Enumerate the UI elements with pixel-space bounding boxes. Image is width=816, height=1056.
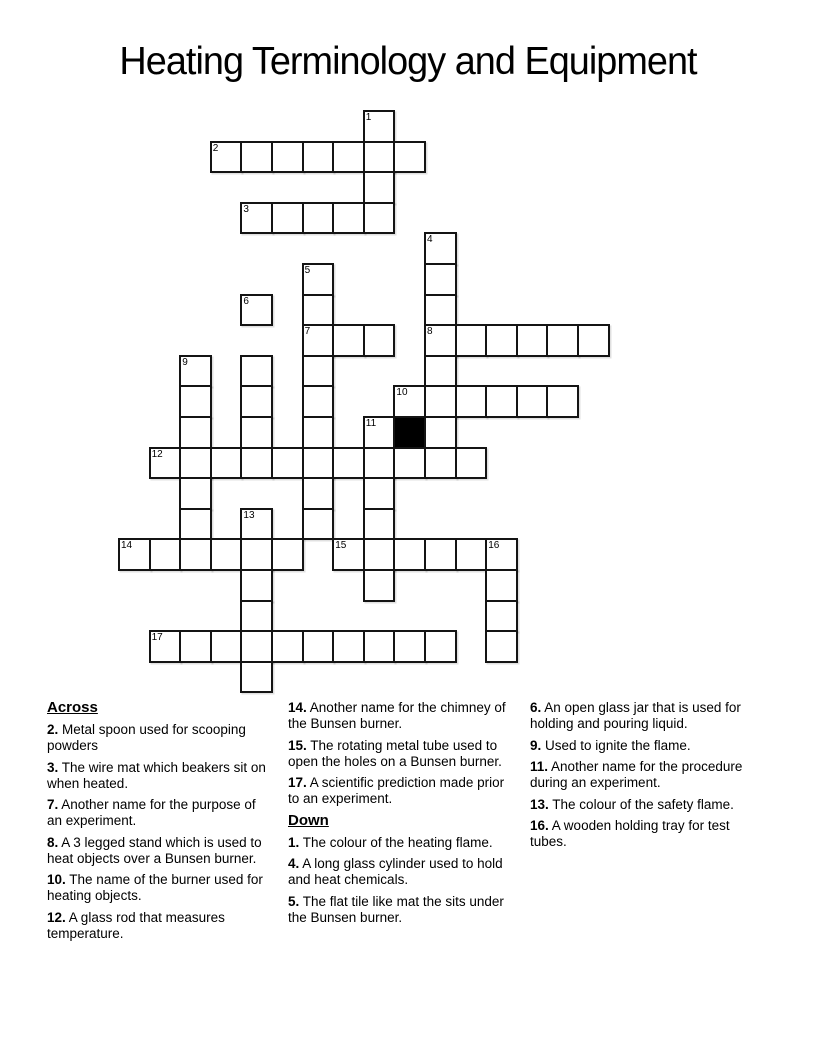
clue-across-12 xyxy=(47,910,273,942)
grid-cell[interactable] xyxy=(240,141,273,174)
grid-cell[interactable] xyxy=(363,171,396,204)
clue-across-3 xyxy=(47,760,273,792)
clues-column-across xyxy=(47,700,273,947)
clue-number: 13. xyxy=(530,796,549,812)
clue-text: A 3 legged stand which is used to heat objects over a Bunsen burner. xyxy=(47,834,262,866)
clue-across-2 xyxy=(47,722,273,754)
clue-text: Used to ignite the flame. xyxy=(545,737,691,753)
clue-number: 11. xyxy=(530,759,549,774)
grid-cell[interactable] xyxy=(210,141,243,174)
cell-number: 10 xyxy=(396,387,408,399)
grid-cell[interactable] xyxy=(302,202,335,235)
grid-cell[interactable] xyxy=(271,630,304,663)
grid-cell[interactable] xyxy=(393,141,426,174)
grid-cell[interactable] xyxy=(546,324,579,357)
cell-number: 3 xyxy=(243,203,249,215)
grid-cell[interactable] xyxy=(393,630,426,663)
grid-cell[interactable] xyxy=(332,324,365,357)
clue-number: 14. xyxy=(288,700,307,715)
grid-cell[interactable] xyxy=(302,385,335,418)
cell-number: 4 xyxy=(427,234,433,246)
grid-cell[interactable] xyxy=(210,630,243,663)
grid-cell[interactable] xyxy=(455,447,488,480)
cell-number: 7 xyxy=(304,326,311,338)
grid-cell[interactable] xyxy=(455,385,488,418)
grid-cell[interactable] xyxy=(424,263,457,296)
grid-cell[interactable] xyxy=(424,232,457,265)
clue-text: The rotating metal tube used to open the holes on a Bunsen burner. xyxy=(288,737,502,769)
grid-cell[interactable] xyxy=(455,538,488,571)
grid-cell[interactable] xyxy=(149,630,182,663)
clue-number: 10. xyxy=(47,872,66,887)
cell-number: 9 xyxy=(182,356,188,368)
grid-cell[interactable] xyxy=(302,508,335,541)
grid-cell[interactable] xyxy=(240,385,273,418)
clue-text: Another name for the purpose of an experiment. xyxy=(47,797,256,828)
grid-cell[interactable] xyxy=(424,447,457,480)
grid-cell[interactable] xyxy=(332,447,365,480)
clue-text: The wire mat which beakers sit on when heated. xyxy=(47,759,266,791)
clue-across-8 xyxy=(47,835,273,867)
grid-cell[interactable] xyxy=(332,538,365,571)
grid-cell[interactable] xyxy=(577,324,610,357)
clues-column-right xyxy=(530,700,762,856)
grid-cell[interactable] xyxy=(332,141,365,174)
grid-cell[interactable] xyxy=(516,385,549,418)
grid-cell[interactable] xyxy=(118,538,151,571)
grid-cell[interactable] xyxy=(363,477,396,510)
grid-cell[interactable] xyxy=(240,661,273,694)
grid-cell[interactable] xyxy=(179,385,212,418)
clue-text: A wooden holding tray for test tubes. xyxy=(530,818,730,849)
grid-cell[interactable] xyxy=(210,538,243,571)
grid-cell[interactable] xyxy=(363,447,396,480)
clue-across-17 xyxy=(288,775,514,807)
grid-cell[interactable] xyxy=(271,202,304,235)
clue-text: Metal spoon used for scooping powders xyxy=(47,722,246,753)
grid-cell[interactable] xyxy=(240,447,273,480)
grid-cell[interactable] xyxy=(393,385,426,418)
grid-cell[interactable] xyxy=(302,447,335,480)
cell-number: 2 xyxy=(212,142,219,154)
clue-number: 5. xyxy=(288,893,300,909)
across-header: Across xyxy=(47,699,98,716)
grid-cell[interactable] xyxy=(363,630,396,663)
grid-cell[interactable] xyxy=(240,600,273,633)
grid-cell[interactable] xyxy=(210,447,243,480)
clue-down-6 xyxy=(530,700,762,732)
grid-cell[interactable] xyxy=(485,630,518,663)
grid-cell[interactable] xyxy=(424,630,457,663)
grid-cell[interactable] xyxy=(179,508,212,541)
clue-text: The name of the burner used for heating objects. xyxy=(47,872,263,903)
clue-number: 6. xyxy=(530,700,542,715)
grid-cell[interactable] xyxy=(240,294,273,327)
grid-cell[interactable] xyxy=(546,385,579,418)
grid-cell[interactable] xyxy=(240,355,273,388)
grid-cell[interactable] xyxy=(485,385,518,418)
cell-number: 12 xyxy=(151,448,163,460)
clue-text: Another name for the procedure during an experiment. xyxy=(530,759,743,790)
grid-cell[interactable] xyxy=(393,447,426,480)
clue-down-5 xyxy=(288,894,514,926)
cell-number: 14 xyxy=(121,540,133,552)
clue-down-16 xyxy=(530,818,762,850)
grid-cell[interactable] xyxy=(363,538,396,571)
grid-cell[interactable] xyxy=(485,600,518,633)
grid-cell[interactable] xyxy=(485,324,518,357)
grid-cell[interactable] xyxy=(516,324,549,357)
clue-across-15 xyxy=(288,738,514,770)
clue-number: 2. xyxy=(47,722,59,737)
grid-cell[interactable] xyxy=(271,141,304,174)
grid-cell[interactable] xyxy=(363,508,396,541)
grid-cell[interactable] xyxy=(302,355,335,388)
grid-cell-black xyxy=(393,416,426,449)
grid-cell[interactable] xyxy=(302,294,335,327)
grid-cell[interactable] xyxy=(424,324,457,357)
clue-across-10 xyxy=(47,872,273,904)
clue-text: An open glass jar that is used for holding and pouring liquid. xyxy=(530,700,741,731)
cell-number: 5 xyxy=(304,265,311,276)
cell-number: 1 xyxy=(365,112,372,123)
cell-number: 11 xyxy=(365,418,377,429)
clue-across-14 xyxy=(288,700,514,732)
grid-cell[interactable] xyxy=(240,569,273,602)
grid-cell[interactable] xyxy=(179,630,212,663)
grid-cell[interactable] xyxy=(363,324,396,357)
clue-down-1 xyxy=(288,835,514,851)
grid-cell[interactable] xyxy=(240,508,273,541)
page-title: Heating Terminology and Equipment xyxy=(119,40,697,83)
clue-text: A scientific prediction made prior to an experiment. xyxy=(288,775,505,806)
clue-number: 7. xyxy=(47,797,59,812)
grid-cell[interactable] xyxy=(485,538,518,571)
grid-cell[interactable] xyxy=(149,538,182,571)
clue-number: 15. xyxy=(288,737,307,753)
clue-number: 16. xyxy=(530,818,549,833)
grid-cell[interactable] xyxy=(363,141,396,174)
grid-cell[interactable] xyxy=(240,202,273,235)
grid-cell[interactable] xyxy=(179,477,212,510)
clue-number: 17. xyxy=(288,775,307,790)
clue-number: 3. xyxy=(47,759,59,775)
grid-cell[interactable] xyxy=(302,324,335,357)
clue-text: Another name for the chimney of the Bunsen burner. xyxy=(288,700,506,731)
grid-cell[interactable] xyxy=(424,416,457,449)
clue-text: A long glass cylinder used to hold and heat chemicals. xyxy=(288,856,503,887)
grid-cell[interactable] xyxy=(302,477,335,510)
grid-cell[interactable] xyxy=(302,416,335,449)
grid-cell[interactable] xyxy=(424,538,457,571)
grid-cell[interactable] xyxy=(179,416,212,449)
cell-number: 6 xyxy=(243,295,249,307)
clue-down-11 xyxy=(530,759,762,791)
clue-down-4 xyxy=(288,856,514,888)
grid-cell[interactable] xyxy=(271,447,304,480)
grid-cell[interactable] xyxy=(149,447,182,480)
grid-cell[interactable] xyxy=(240,416,273,449)
grid-cell[interactable] xyxy=(332,630,365,663)
clue-number: 8. xyxy=(47,834,59,850)
clue-number: 4. xyxy=(288,856,300,871)
grid-cell[interactable] xyxy=(302,630,335,663)
grid-cell[interactable] xyxy=(302,263,335,296)
cell-number: 16 xyxy=(488,540,500,552)
clue-text: The colour of the safety flame. xyxy=(552,796,734,812)
clue-down-9 xyxy=(530,738,762,754)
clue-down-13 xyxy=(530,797,762,813)
down-header: Down xyxy=(288,811,329,829)
grid-cell[interactable] xyxy=(271,538,304,571)
clue-text: A glass rod that measures temperature. xyxy=(47,909,225,941)
grid-cell[interactable] xyxy=(179,538,212,571)
grid-cell[interactable] xyxy=(240,538,273,571)
grid-cell[interactable] xyxy=(363,416,396,449)
grid-cell[interactable] xyxy=(363,202,396,235)
clue-number: 9. xyxy=(530,737,542,753)
grid-cell[interactable] xyxy=(240,630,273,663)
clues-column-middle xyxy=(288,700,514,931)
grid-cell[interactable] xyxy=(393,538,426,571)
grid-cell[interactable] xyxy=(455,324,488,357)
clue-across-7 xyxy=(47,797,273,829)
clue-number: 1. xyxy=(288,834,300,850)
grid-cell[interactable] xyxy=(179,447,212,480)
cell-number: 13 xyxy=(243,509,255,521)
grid-cell[interactable] xyxy=(424,294,457,327)
grid-cell[interactable] xyxy=(424,355,457,388)
grid-cell[interactable] xyxy=(363,569,396,602)
grid-cell[interactable] xyxy=(302,141,335,174)
grid-cell[interactable] xyxy=(424,385,457,418)
cell-number: 8 xyxy=(427,326,433,338)
cell-number: 15 xyxy=(335,540,347,552)
grid-cell[interactable] xyxy=(485,569,518,602)
grid-cell[interactable] xyxy=(179,355,212,388)
clue-text: The flat tile like mat the sits under the Bunsen burner. xyxy=(288,893,504,925)
grid-cell[interactable] xyxy=(363,110,396,143)
cell-number: 17 xyxy=(151,632,163,644)
clue-number: 12. xyxy=(47,909,66,925)
clue-text: The colour of the heating flame. xyxy=(302,834,493,850)
grid-cell[interactable] xyxy=(332,202,365,235)
